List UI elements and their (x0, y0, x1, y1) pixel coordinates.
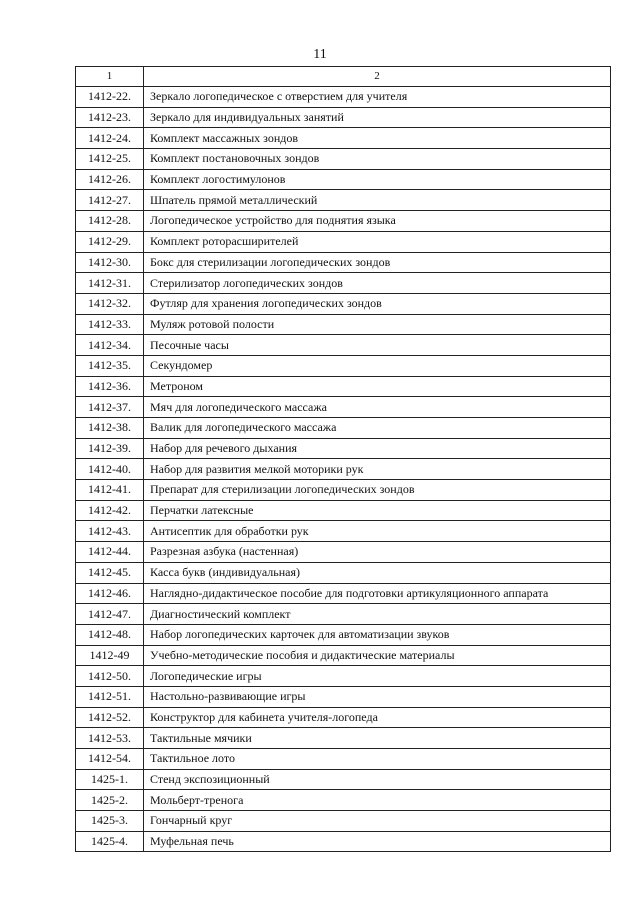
item-name: Муфельная печь (144, 831, 611, 852)
item-name: Гончарный круг (144, 811, 611, 832)
item-code: 1412-22. (76, 87, 144, 108)
item-name: Валик для логопедического массажа (144, 418, 611, 439)
item-name: Тактильное лото (144, 749, 611, 770)
table-row (76, 418, 611, 439)
table-row (76, 149, 611, 170)
item-code: 1425-3. (76, 811, 144, 832)
equipment-table (75, 66, 611, 852)
item-code: 1412-46. (76, 583, 144, 604)
item-code: 1412-49 (76, 645, 144, 666)
table-row (76, 335, 611, 356)
table-row (76, 831, 611, 852)
table-row (76, 749, 611, 770)
table-row (76, 645, 611, 666)
item-code: 1412-45. (76, 562, 144, 583)
item-name: Зеркало для индивидуальных занятий (144, 107, 611, 128)
item-name: Футляр для хранения логопедических зондов (144, 293, 611, 314)
item-code: 1412-48. (76, 624, 144, 645)
item-code: 1412-39. (76, 438, 144, 459)
item-code: 1412-28. (76, 211, 144, 232)
item-code: 1412-52. (76, 707, 144, 728)
item-code: 1412-30. (76, 252, 144, 273)
item-name: Шпатель прямой металлический (144, 190, 611, 211)
item-code: 1412-43. (76, 521, 144, 542)
table-row (76, 790, 611, 811)
item-code: 1425-4. (76, 831, 144, 852)
table-row (76, 769, 611, 790)
table-row (76, 438, 611, 459)
item-code: 1412-32. (76, 293, 144, 314)
table-row (76, 314, 611, 335)
item-name: Стенд экспозиционный (144, 769, 611, 790)
item-name: Метроном (144, 376, 611, 397)
table-row (76, 397, 611, 418)
table-row (76, 583, 611, 604)
item-code: 1412-27. (76, 190, 144, 211)
table-row (76, 231, 611, 252)
item-name: Набор для развития мелкой моторики рук (144, 459, 611, 480)
table-row (76, 107, 611, 128)
table-body (76, 87, 611, 852)
item-name: Тактильные мячики (144, 728, 611, 749)
item-code: 1412-47. (76, 604, 144, 625)
table-header (76, 67, 611, 87)
item-name: Логопедические игры (144, 666, 611, 687)
item-name: Наглядно-дидактическое пособие для подготовки артикуляционного аппарата (144, 583, 611, 604)
item-code: 1412-37. (76, 397, 144, 418)
item-name: Комплект массажных зондов (144, 128, 611, 149)
item-name: Комплект логостимулонов (144, 169, 611, 190)
table-row (76, 355, 611, 376)
item-code: 1412-34. (76, 335, 144, 356)
table-row (76, 128, 611, 149)
item-code: 1412-38. (76, 418, 144, 439)
item-code: 1412-50. (76, 666, 144, 687)
item-code: 1412-26. (76, 169, 144, 190)
table-row (76, 211, 611, 232)
item-name: Конструктор для кабинета учителя-логопеда (144, 707, 611, 728)
table-row (76, 624, 611, 645)
item-code: 1412-23. (76, 107, 144, 128)
table-row (76, 686, 611, 707)
table-row (76, 728, 611, 749)
table-row (76, 169, 611, 190)
item-code: 1425-1. (76, 769, 144, 790)
table-row (76, 500, 611, 521)
table-row (76, 480, 611, 501)
item-name: Мольберт-тренога (144, 790, 611, 811)
item-code: 1412-41. (76, 480, 144, 501)
item-code: 1412-25. (76, 149, 144, 170)
item-name: Антисептик для обработки рук (144, 521, 611, 542)
item-name: Учебно-методические пособия и дидактические материалы (144, 645, 611, 666)
item-name: Зеркало логопедическое с отверстием для учителя (144, 87, 611, 108)
table-row (76, 707, 611, 728)
table-row (76, 666, 611, 687)
item-name: Стерилизатор логопедических зондов (144, 273, 611, 294)
table-row (76, 604, 611, 625)
item-name: Касса букв (индивидуальная) (144, 562, 611, 583)
item-code: 1412-51. (76, 686, 144, 707)
table-row (76, 293, 611, 314)
item-name: Комплект роторасширителей (144, 231, 611, 252)
item-name: Мяч для логопедического массажа (144, 397, 611, 418)
item-name: Перчатки латексные (144, 500, 611, 521)
header-col-2: 2 (144, 67, 611, 87)
table-row (76, 87, 611, 108)
item-code: 1412-54. (76, 749, 144, 770)
item-code: 1412-36. (76, 376, 144, 397)
item-name: Набор для речевого дыхания (144, 438, 611, 459)
table-row (76, 562, 611, 583)
item-code: 1412-35. (76, 355, 144, 376)
item-name: Бокс для стерилизации логопедических зондов (144, 252, 611, 273)
item-name: Логопедическое устройство для поднятия языка (144, 211, 611, 232)
item-code: 1412-24. (76, 128, 144, 149)
item-code: 1412-33. (76, 314, 144, 335)
item-name: Песочные часы (144, 335, 611, 356)
table-row (76, 542, 611, 563)
item-name: Муляж ротовой полости (144, 314, 611, 335)
item-name: Разрезная азбука (настенная) (144, 542, 611, 563)
page-number: 11 (313, 47, 327, 62)
item-code: 1412-53. (76, 728, 144, 749)
table-row (76, 521, 611, 542)
header-col-1: 1 (76, 67, 144, 87)
table-row (76, 376, 611, 397)
item-code: 1412-40. (76, 459, 144, 480)
item-code: 1412-44. (76, 542, 144, 563)
item-name: Препарат для стерилизации логопедических зондов (144, 480, 611, 501)
table-row (76, 459, 611, 480)
table-row (76, 252, 611, 273)
table-row (76, 273, 611, 294)
item-code: 1412-42. (76, 500, 144, 521)
item-name: Настольно-развивающие игры (144, 686, 611, 707)
item-code: 1425-2. (76, 790, 144, 811)
item-name: Комплект постановочных зондов (144, 149, 611, 170)
item-code: 1412-31. (76, 273, 144, 294)
table-row (76, 190, 611, 211)
table-row (76, 811, 611, 832)
item-name: Набор логопедических карточек для автоматизации звуков (144, 624, 611, 645)
item-code: 1412-29. (76, 231, 144, 252)
item-name: Секундомер (144, 355, 611, 376)
header-row (76, 67, 611, 87)
item-name: Диагностический комплект (144, 604, 611, 625)
